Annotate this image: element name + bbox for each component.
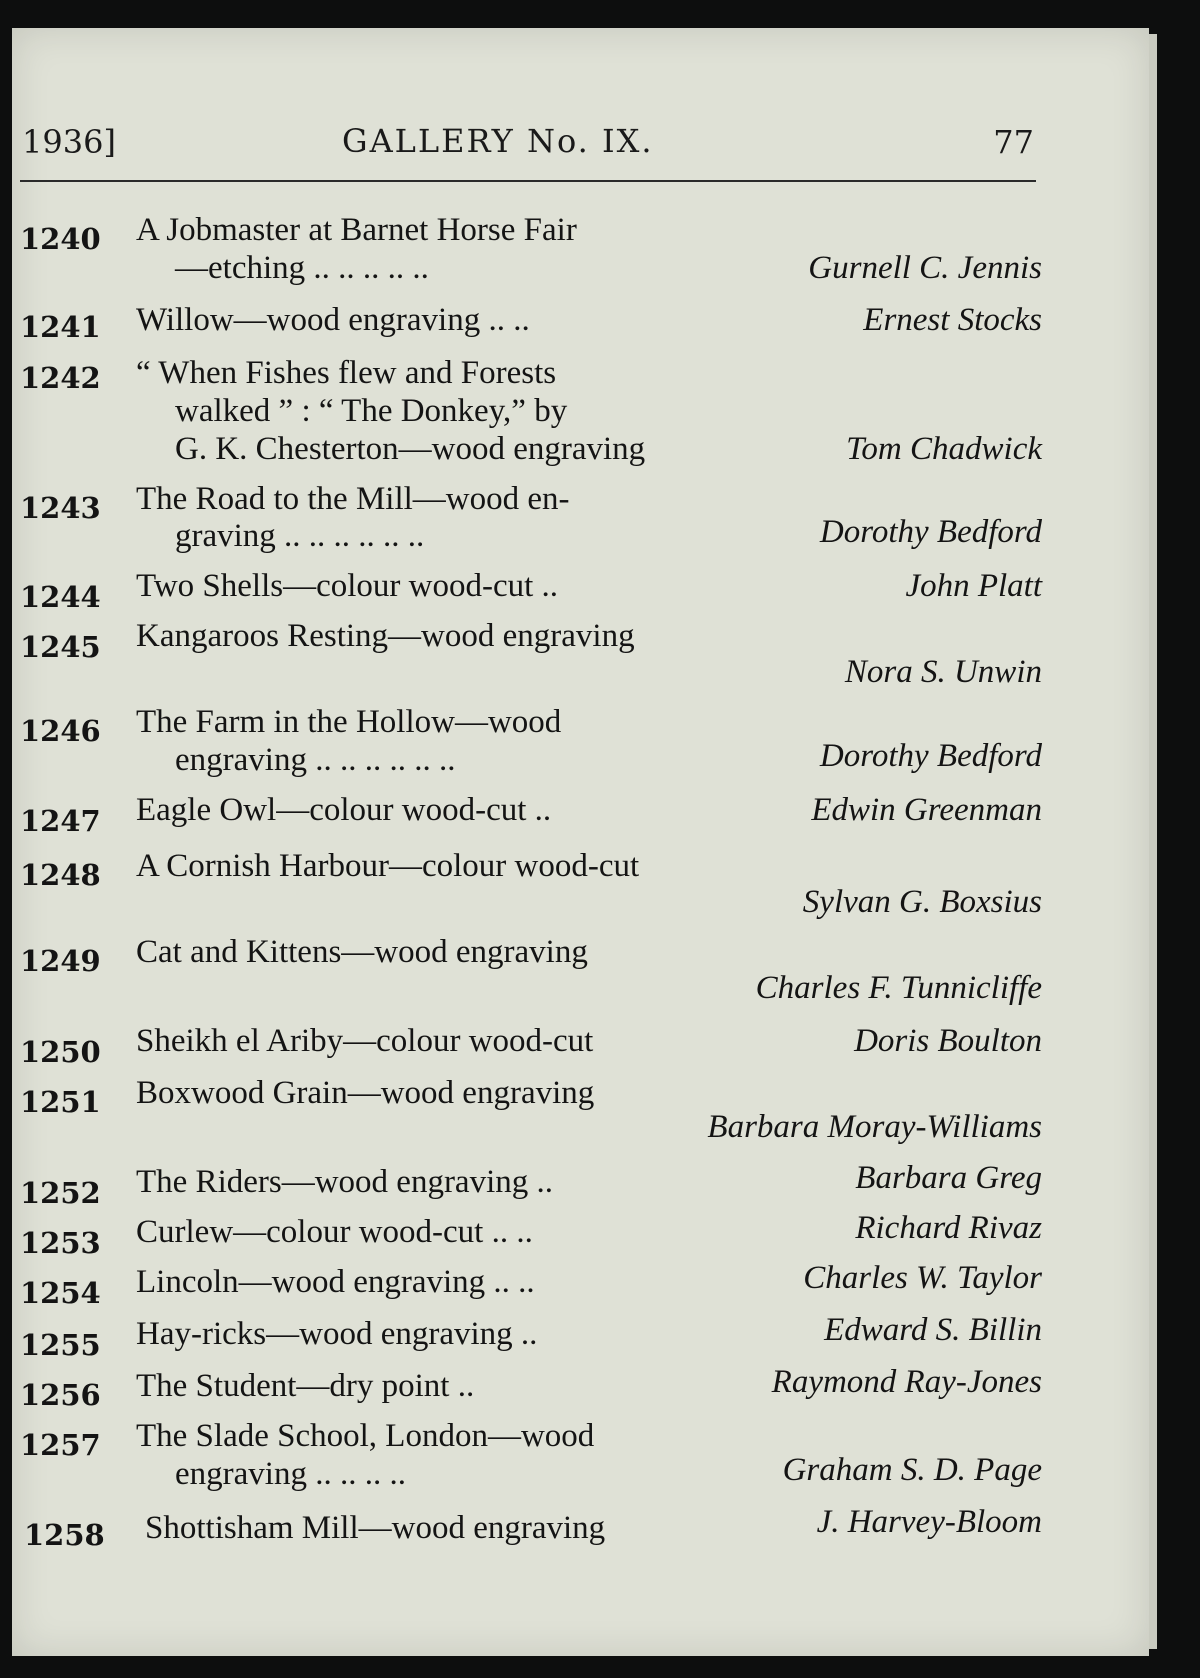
entry-artist: Tom Chadwick — [846, 431, 1042, 467]
entry-artist: Richard Rivaz — [855, 1210, 1042, 1246]
entry-number: 1240 — [20, 222, 101, 256]
entry-title-line: A Cornish Harbour—colour wood-cut — [136, 848, 640, 884]
entry-title-line: engraving .. .. .. .. — [175, 1456, 406, 1492]
entry-title-line: The Student—dry point .. — [136, 1368, 475, 1404]
entry-title-line: Cat and Kittens—wood engraving — [136, 934, 588, 970]
entry-number: 1256 — [20, 1378, 101, 1412]
entry-title-line: The Slade School, London—wood — [136, 1418, 595, 1454]
entry-title-line: G. K. Chesterton—wood engraving — [175, 431, 646, 467]
entry-number: 1243 — [20, 491, 101, 525]
entry-artist: Nora S. Unwin — [844, 654, 1042, 690]
entry-title-line: Lincoln—wood engraving .. .. — [136, 1264, 535, 1300]
entry-artist: Dorothy Bedford — [819, 738, 1042, 774]
entry-title-line: Two Shells—colour wood-cut .. — [136, 568, 559, 604]
entry-number: 1249 — [20, 944, 101, 978]
entry-number: 1246 — [20, 714, 101, 748]
header-title: GALLERY No. IX. — [342, 122, 654, 160]
entry-title-line: engraving .. .. .. .. .. .. — [175, 742, 456, 778]
entry-title-line: Boxwood Grain—wood engraving — [136, 1075, 595, 1111]
page-edge — [1149, 34, 1157, 1649]
page-number: 77 — [993, 123, 1034, 161]
entry-title-line: The Riders—wood engraving .. — [136, 1164, 553, 1200]
header-rule — [20, 180, 1036, 182]
entry-number: 1258 — [24, 1518, 105, 1552]
entry-title-line: A Jobmaster at Barnet Horse Fair — [136, 212, 577, 248]
entry-artist: Raymond Ray-Jones — [771, 1364, 1042, 1400]
entry-title-line: Eagle Owl—colour wood-cut .. — [136, 792, 552, 828]
entry-number: 1244 — [20, 580, 101, 614]
entry-title-line: The Road to the Mill—wood en- — [136, 481, 570, 517]
entry-number: 1245 — [20, 630, 101, 664]
entry-number: 1247 — [20, 804, 101, 838]
entry-title-line: walked ” : “ The Donkey,” by — [175, 393, 568, 429]
entry-number: 1257 — [20, 1428, 101, 1462]
entry-title-line: graving .. .. .. .. .. .. — [175, 518, 425, 554]
entry-artist: Doris Boulton — [854, 1023, 1042, 1059]
entry-number: 1251 — [20, 1085, 101, 1119]
entry-artist: J. Harvey-Bloom — [816, 1504, 1042, 1540]
entry-title-line: The Farm in the Hollow—wood — [136, 704, 562, 740]
entry-artist: Barbara Greg — [855, 1160, 1042, 1196]
entry-artist: Barbara Moray-Williams — [707, 1109, 1042, 1145]
entry-title-line: —etching .. .. .. .. .. — [175, 250, 429, 286]
entry-artist: Ernest Stocks — [863, 302, 1042, 338]
entry-artist: John Platt — [905, 568, 1042, 604]
header-year: 1936] — [22, 123, 116, 161]
entry-artist: Charles W. Taylor — [803, 1260, 1042, 1296]
entry-title-line: Willow—wood engraving .. .. — [136, 302, 530, 338]
entry-title-line: Sheikh el Ariby—colour wood-cut — [136, 1023, 594, 1059]
entry-artist: Graham S. D. Page — [782, 1452, 1042, 1488]
entry-title-line: Shottisham Mill—wood engraving — [145, 1510, 606, 1546]
page-header — [12, 96, 1034, 161]
entry-artist: Charles F. Tunnicliffe — [755, 970, 1042, 1006]
entry-number: 1242 — [20, 361, 101, 395]
entry-artist: Dorothy Bedford — [819, 514, 1042, 550]
entry-number: 1253 — [20, 1226, 101, 1260]
entry-artist: Edward S. Billin — [824, 1312, 1042, 1348]
entry-title-line: Hay-ricks—wood engraving .. — [136, 1316, 538, 1352]
entry-number: 1252 — [20, 1176, 101, 1210]
entry-number: 1248 — [20, 858, 101, 892]
entry-number: 1241 — [20, 310, 101, 344]
entry-number: 1254 — [20, 1276, 101, 1310]
entry-artist: Gurnell C. Jennis — [808, 250, 1042, 286]
entry-title-line: Curlew—colour wood-cut .. .. — [136, 1214, 533, 1250]
entry-artist: Sylvan G. Boxsius — [802, 884, 1042, 920]
entry-title-line: “ When Fishes flew and Forests — [136, 355, 557, 391]
entry-artist: Edwin Greenman — [811, 792, 1042, 828]
entry-number: 1250 — [20, 1035, 101, 1069]
entry-title-line: Kangaroos Resting—wood engraving — [136, 618, 635, 654]
entry-number: 1255 — [20, 1328, 101, 1362]
